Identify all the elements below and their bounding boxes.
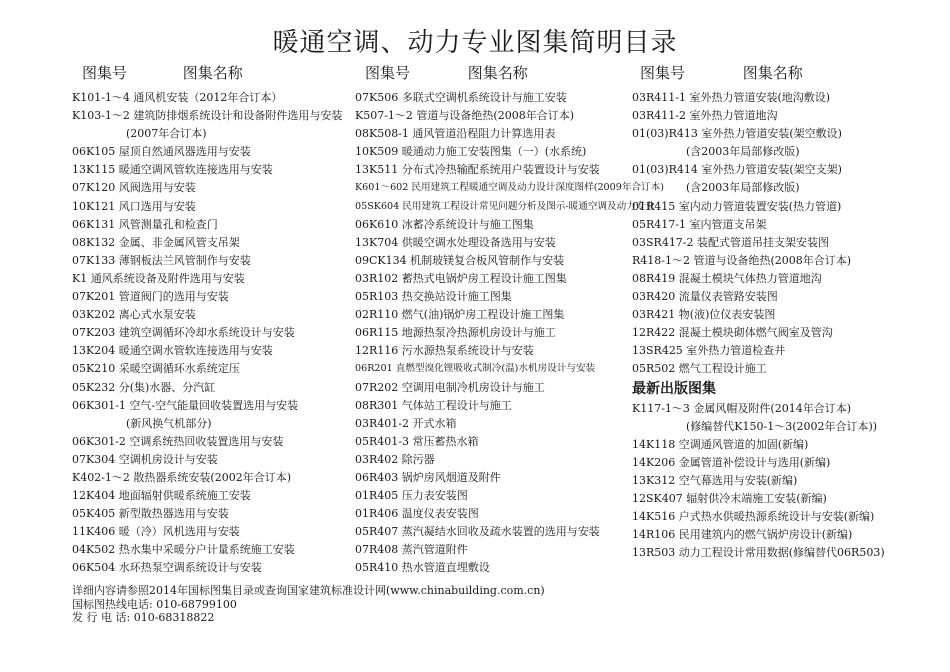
catalog-entry: 04K502 热水集中采暖分户计量系统施工安装 — [72, 543, 295, 557]
catalog-entry: 01R405 压力表安装图 — [355, 489, 468, 503]
catalog-entry: 05R502 燃气工程设计施工 — [632, 362, 767, 376]
catalog-entry: 07K304 空调机房设计与安装 — [72, 452, 218, 466]
catalog-entry: K103-1～2 建筑防排烟系统设计和设备附件选用与安装 — [72, 109, 343, 123]
header-number-label: 图集号 — [82, 64, 128, 82]
catalog-entry: 08R419 混凝土模块气体热力管道地沟 — [632, 271, 822, 285]
catalog-entry: R418-1～2 管道与设备绝热(2008年合订本) — [632, 253, 852, 267]
catalog-entry: 05R401-3 常压蓄热水箱 — [355, 434, 479, 448]
catalog-entry: 14K516 户式热水供暖热源系统设计与安装(新编) — [632, 510, 875, 524]
catalog-entry: 03SR417-2 装配式管道吊挂支架安装图 — [632, 235, 830, 249]
catalog-entry: 08K132 金属、非金属风管支吊架 — [72, 235, 240, 249]
catalog-entry: 02R110 燃气(油)锅炉房工程设计施工图集 — [355, 308, 565, 322]
catalog-entry: 06R201 直燃型溴化锂吸收式制冷(温)水机房设计与安装 — [355, 363, 596, 375]
catalog-entry: 07R408 蒸汽管道附件 — [355, 543, 468, 557]
catalog-entry: 06K301-1 空气-空气能量回收装置选用与安装 — [72, 398, 299, 412]
catalog-entry: 13SR425 室外热力管道检查井 — [632, 344, 786, 358]
catalog-entry: 06K504 水环热泵空调系统设计与安装 — [72, 561, 262, 575]
catalog-entry: 13R503 动力工程设计常用数据(修编替代06R503) — [632, 546, 885, 560]
catalog-entry: K601～602 民用建筑工程暖通空调及动力设计深度图样(2009年合订本) — [355, 182, 664, 194]
catalog-entry: 05R410 热水管道直埋敷设 — [355, 561, 490, 575]
catalog-entry: 12R422 混凝土模块砌体燃气阀室及管沟 — [632, 326, 833, 340]
catalog-entry: 13K204 暖通空调水管软连接选用与安装 — [72, 344, 273, 358]
catalog-entry: 06K105 屋顶自然通风器选用与安装 — [72, 145, 251, 159]
catalog-entry: 13K511 分布式冷热输配系统用户装置设计与安装 — [355, 163, 600, 177]
catalog-entry: 06K610 冰蓄冷系统设计与施工图集 — [355, 217, 534, 231]
catalog-column-1 — [72, 89, 352, 578]
catalog-entry: 11K406 暖（冷）风机选用与安装 — [72, 525, 240, 539]
catalog-entry: K117-1～3 金属风帽及附件(2014年合订本) — [632, 401, 852, 415]
catalog-entry: 13K704 供暖空调水处理设备选用与安装 — [355, 235, 556, 249]
catalog-entry: 06R115 地源热泵冷热源机房设计与施工 — [355, 326, 556, 340]
catalog-entry: 14K118 空调通风管道的加固(新编) — [632, 437, 809, 451]
catalog-entry: 03R102 蓄热式电锅炉房工程设计施工图集 — [355, 271, 567, 285]
column-header-3 — [640, 62, 803, 83]
catalog-entry: K507-1～2 管道与设备绝热(2008年合订本) — [355, 109, 575, 123]
footer-reference-note: 详细内容请参照2014年国标图集目录或查询国家建筑标准设计网(www.chinabuilding.com.cn) — [72, 584, 545, 597]
header-name-label: 图集名称 — [467, 64, 528, 82]
catalog-entry: 12SK407 辐射供冷末端施工安装(新编) — [632, 491, 827, 505]
header-name-label: 图集名称 — [182, 64, 243, 82]
footer-notes — [72, 584, 545, 625]
catalog-entry: K402-1～2 散热器系统安装(2002年合订本) — [72, 470, 292, 484]
section-heading-new-releases: 最新出版图集 — [632, 380, 716, 397]
catalog-entry: 14R106 民用建筑内的燃气锅炉房设计(新编) — [632, 528, 853, 542]
footer-distribution-phone: 发 行 电 话: 010-68318822 — [72, 611, 215, 624]
catalog-column-2 — [355, 89, 664, 578]
catalog-entry: 03R411-1 室外热力管道安装(地沟敷设) — [632, 91, 831, 104]
page-title: 暖通空调、动力专业图集简明目录 — [272, 28, 678, 58]
catalog-entry: 07R202 空调用电制冷机房设计与施工 — [355, 380, 545, 394]
catalog-entry: 05SK604 民用建筑工程设计常见问题分析及图示-暖通空调及动力专业 — [355, 200, 655, 212]
catalog-entry: K101-1～4 通风机安装（2012年合订本） — [72, 91, 283, 104]
catalog-entry: 05K405 新型散热器选用与安装 — [72, 507, 229, 521]
catalog-entry: 12K404 地面辐射供暖系统施工安装 — [72, 489, 251, 503]
catalog-entry: 03R411-2 室外热力管道地沟 — [632, 109, 778, 123]
catalog-column-3 — [632, 89, 932, 562]
column-header-2 — [365, 62, 528, 83]
catalog-entry: 10K121 风口选用与安装 — [72, 199, 196, 213]
catalog-entry: 01(03)R414 室外热力管道安装(架空支架) — [632, 163, 842, 177]
catalog-entry: 01R406 温度仪表安装图 — [355, 507, 479, 521]
catalog-entry: 06K131 风管测量孔和检查门 — [72, 217, 218, 231]
catalog-entry: 03R421 物(液)位仪表安装图 — [632, 308, 776, 322]
catalog-entry: 13K312 空气幕选用与安装(新编) — [632, 473, 798, 487]
catalog-entry: 12R116 污水源热泵系统设计与安装 — [355, 344, 534, 358]
catalog-entry: 03R420 流量仪表管路安装图 — [632, 290, 778, 304]
catalog-entry: 03R402 除污器 — [355, 452, 435, 466]
catalog-entry: 07K133 薄钢板法兰风管制作与安装 — [72, 253, 251, 267]
catalog-entry-continuation: (2007年合订本) — [126, 127, 207, 141]
header-number-label: 图集号 — [640, 64, 686, 82]
catalog-entry: 05K232 分(集)水器、分汽缸 — [72, 380, 216, 394]
catalog-entry: 05R417-1 室内管道支吊架 — [632, 217, 767, 231]
catalog-entry: 06K301-2 空调系统热回收装置选用与安装 — [72, 434, 284, 448]
catalog-entry-continuation: (含2003年局部修改版) — [686, 145, 800, 159]
footer-hotline: 国标图热线电话: 010-68799100 — [72, 597, 237, 611]
catalog-entry: 01(03)R413 室外热力管道安装(架空敷设) — [632, 127, 842, 141]
catalog-entry: 09CK134 机制玻镁复合板风管制作与安装 — [355, 253, 565, 267]
catalog-entry: 07K506 多联式空调机系统设计与施工安装 — [355, 91, 567, 104]
header-name-label: 图集名称 — [742, 64, 803, 82]
catalog-entry: 14K206 金属管道补偿设计与选用(新编) — [632, 455, 831, 469]
column-header-1 — [82, 62, 243, 83]
catalog-entry: 08K508-1 通风管道沿程阻力计算选用表 — [355, 127, 556, 141]
catalog-entry: 06R403 锅炉房风烟道及附件 — [355, 470, 501, 484]
catalog-entry: 05R407 蒸汽凝结水回收及疏水装置的选用与安装 — [355, 525, 600, 539]
catalog-entry: 05K210 采暖空调循环水系统定压 — [72, 362, 240, 376]
catalog-entry: 07K203 建筑空调循环冷却水系统设计与安装 — [72, 326, 295, 340]
catalog-entry: 05R103 热交换站设计施工图集 — [355, 290, 512, 304]
catalog-entry-continuation: (新风换气机部分) — [126, 416, 212, 430]
catalog-entry: 13K115 暖通空调风管软连接选用与安装 — [72, 163, 273, 177]
catalog-entry-continuation: (含2003年局部修改版) — [686, 181, 800, 195]
catalog-entry: 07K120 风阀选用与安装 — [72, 181, 196, 195]
catalog-entry: 08R301 气体站工程设计与施工 — [355, 398, 512, 412]
catalog-entry-continuation: (修编替代K150-1～3(2002年合订本)) — [686, 419, 878, 433]
catalog-entry: 07K201 管道阀门的选用与安装 — [72, 290, 229, 304]
catalog-entry: 01R415 室内动力管道装置安装(热力管道) — [632, 199, 842, 213]
catalog-entry: 10K509 暖通动力施工安装图集（一）(水系统) — [355, 145, 587, 159]
catalog-entry: 03R401-2 开式水箱 — [355, 416, 457, 430]
catalog-entry: K1 通风系统设备及附件选用与安装 — [72, 271, 245, 285]
header-number-label: 图集号 — [365, 64, 411, 82]
catalog-entry: 03K202 离心式水泵安装 — [72, 308, 196, 322]
